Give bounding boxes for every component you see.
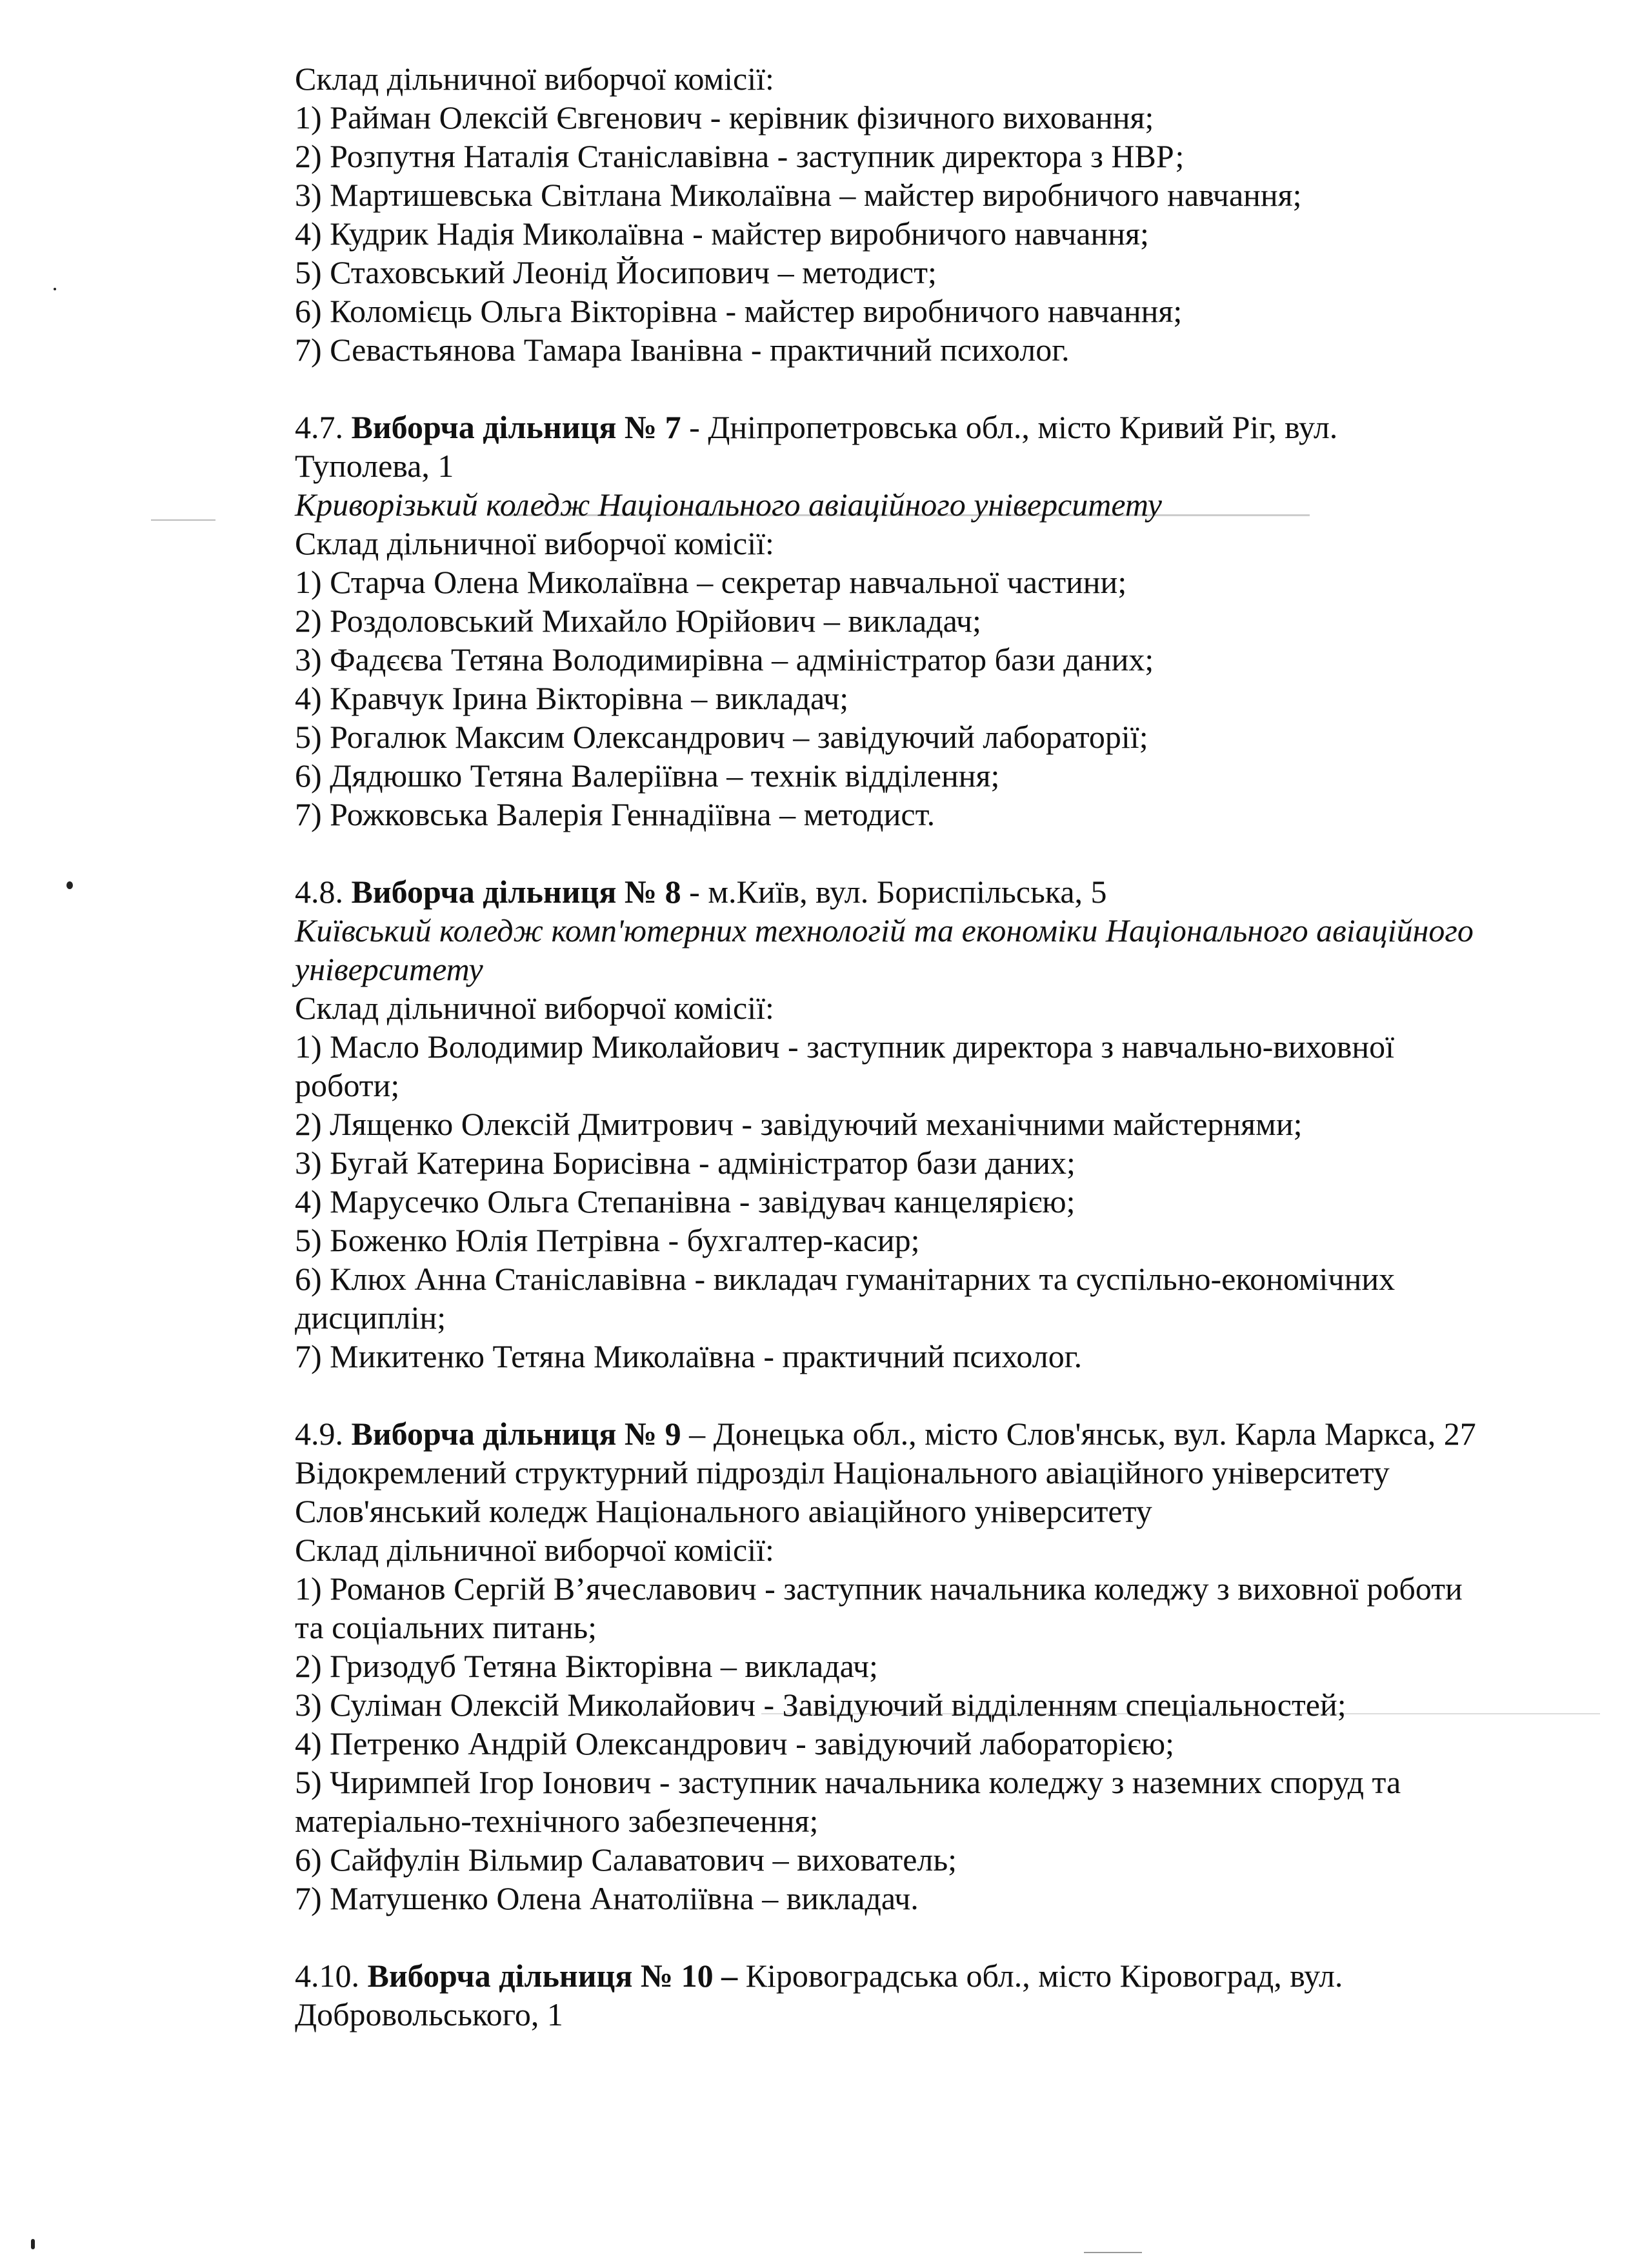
institution-name: університету — [295, 951, 483, 987]
commission-member: 3) Бугай Катерина Борисівна - адміністратор бази даних; — [295, 1145, 1076, 1181]
scan-dot — [66, 881, 73, 889]
commission-member: 7) Севастьянова Тамара Іванівна - практичний психолог. — [295, 332, 1070, 368]
section-spacer — [295, 1918, 1624, 1956]
commission-member: 4) Петренко Андрій Олександрович - завідуючий лабораторією; — [295, 1725, 1174, 1761]
section-number: 4.9. — [295, 1416, 352, 1452]
commission-member: 2) Гризодуб Тетяна Вікторівна – викладач; — [295, 1648, 878, 1684]
commission-member: матеріально-технічного забезпечення; — [295, 1803, 819, 1839]
commission-member: 7) Матушенко Олена Анатоліївна – викладач. — [295, 1880, 919, 1916]
section-number: 4.7. — [295, 409, 352, 445]
scan-dot — [54, 288, 56, 290]
commission-heading: Склад дільничної виборчої комісії: — [295, 525, 774, 561]
polling-station-title: Виборча дільниця № 7 — [351, 409, 681, 445]
institution-name: Відокремлений структурний підрозділ Національного авіаційного університету — [295, 1454, 1390, 1490]
section-heading — [295, 1956, 1624, 1995]
commission-member: 5) Стаховський Леонід Йосипович – методист; — [295, 254, 937, 290]
polling-station-address: - Дніпропетровська обл., місто Кривий Ріг, вул. — [681, 409, 1338, 445]
commission-member: 5) Боженко Юлія Петрівна - бухгалтер-касир; — [295, 1222, 920, 1258]
commission-member: 6) Дядюшко Тетяна Валеріївна – технік відділення; — [295, 758, 1000, 794]
commission-member: дисциплін; — [295, 1300, 446, 1336]
institution-name: Київський коледж комп'ютерних технологій та економіки Національного авіаційного — [295, 912, 1474, 948]
commission-member: 7) Микитенко Тетяна Миколаївна - практичний психолог. — [295, 1338, 1083, 1374]
commission-member: 5) Рогалюк Максим Олександрович – завідуючий лабораторії; — [295, 719, 1148, 755]
section-heading — [295, 872, 1624, 911]
commission-member: 5) Чиримпей Ігор Іонович - заступник начальника коледжу з наземних споруд та — [295, 1764, 1401, 1800]
institution-name: Слов'янський коледж Національного авіаційного університету — [295, 1493, 1152, 1529]
commission-member: 6) Клюх Анна Станіславівна - викладач гуманітарних та суспільно-економічних — [295, 1261, 1396, 1297]
commission-member: 3) Мартишевська Світлана Миколаївна – майстер виробничого навчання; — [295, 177, 1302, 213]
commission-heading: Склад дільничної виборчої комісії: — [295, 990, 774, 1026]
commission-member: 4) Кудрик Надія Миколаївна - майстер виробничого навчання; — [295, 216, 1149, 252]
commission-member: 4) Марусечко Ольга Степанівна - завідувач канцелярією; — [295, 1183, 1076, 1219]
address-continuation: Туполева, 1 — [295, 448, 454, 484]
scan-line — [1084, 2252, 1142, 2253]
commission-member: та соціальних питань; — [295, 1609, 597, 1645]
commission-member: роботи; — [295, 1067, 400, 1103]
scan-dot — [31, 2239, 35, 2249]
commission-member: 4) Кравчук Ірина Вікторівна – викладач; — [295, 680, 849, 716]
commission-member: 1) Романов Сергій В’ячеславович - заступник начальника коледжу з виховної роботи — [295, 1571, 1463, 1607]
commission-member: 1) Старча Олена Миколаївна – секретар навчальної частини; — [295, 564, 1127, 600]
section-spacer — [295, 1376, 1624, 1414]
commission-member: 1) Райман Олексій Євгенович - керівник фізичного виховання; — [295, 99, 1154, 135]
commission-member: 2) Роздоловський Михайло Юрійович – викладач; — [295, 603, 981, 639]
commission-member: 3) Фадєєва Тетяна Володимирівна – адміністратор бази даних; — [295, 641, 1154, 677]
section-spacer — [295, 834, 1624, 872]
commission-member: 2) Розпутня Наталія Станіславівна - заступник директора з НВР; — [295, 138, 1185, 174]
commission-member: 2) Лященко Олексій Дмитрович - завідуючий механічними майстернями; — [295, 1106, 1303, 1142]
section-heading — [295, 408, 1624, 447]
institution-name: Криворізький коледж Національного авіаційного університету — [295, 487, 1162, 523]
section-number: 4.10. — [295, 1958, 368, 1994]
commission-heading: Склад дільничної виборчої комісії: — [295, 61, 774, 97]
commission-heading: Склад дільничної виборчої комісії: — [295, 1532, 774, 1568]
section-heading — [295, 1414, 1624, 1453]
polling-station-address: - м.Київ, вул. Бориспільська, 5 — [681, 874, 1107, 910]
commission-member: 3) Суліман Олексій Миколайович - Завідуючий відділенням спеціальностей; — [295, 1687, 1346, 1723]
polling-station-title: Виборча дільниця № 8 — [351, 874, 681, 910]
polling-station-title: Виборча дільниця № 9 — [351, 1416, 681, 1452]
section-number: 4.8. — [295, 874, 352, 910]
commission-member: 7) Рожковська Валерія Геннадіївна – методист. — [295, 796, 936, 832]
address-continuation: Добровольського, 1 — [295, 1996, 563, 2032]
commission-member: 6) Сайфулін Вільмир Салаватович – вихователь; — [295, 1841, 957, 1878]
commission-member: 6) Коломієць Ольга Вікторівна - майстер виробничого навчання; — [295, 293, 1183, 329]
scan-line — [151, 519, 215, 521]
polling-station-address: – Донецька обл., місто Слов'янськ, вул. Карла Маркса, 27 — [681, 1416, 1476, 1452]
section-spacer — [295, 369, 1624, 408]
polling-station-address: Кіровоградська обл., місто Кіровоград, вул. — [737, 1958, 1343, 1994]
commission-member: 1) Масло Володимир Миколайович - заступник директора з навчально-виховної — [295, 1029, 1394, 1065]
polling-station-title: Виборча дільниця № 10 – — [367, 1958, 738, 1994]
document-body — [295, 59, 1624, 2034]
